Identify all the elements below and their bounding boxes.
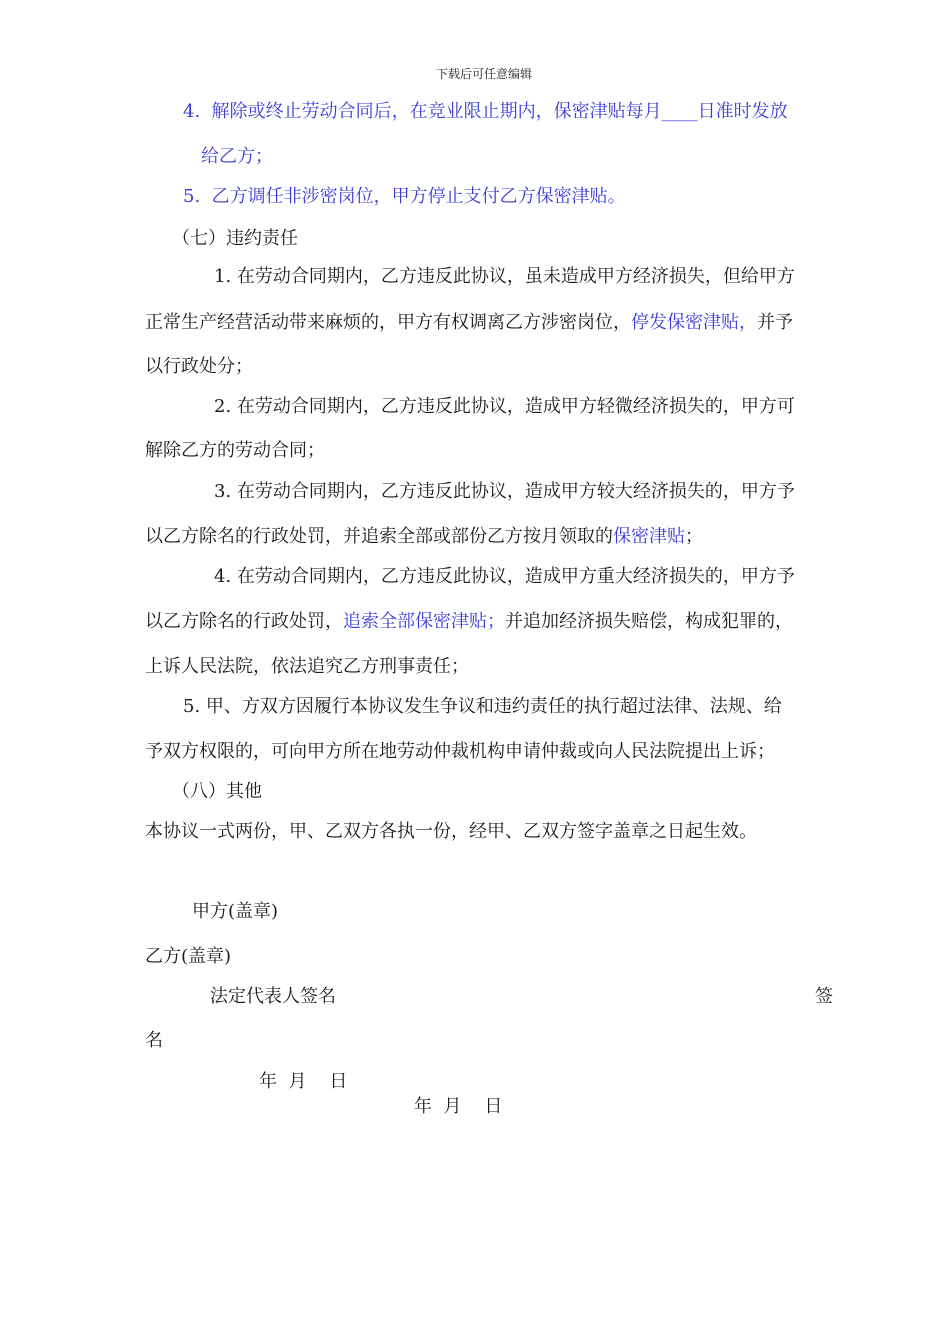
clause-3-line-1: 3. 在劳动合同期内，乙方违反此协议，造成甲方较大经济损失的，甲方予 bbox=[214, 481, 795, 502]
clause-4-line-3: 上诉人民法院，依法追究乙方刑事责任； bbox=[145, 656, 469, 677]
clause-2-line-2: 解除乙方的劳动合同； bbox=[145, 440, 325, 461]
clause-1-line-3: 以行政处分； bbox=[145, 356, 253, 377]
highlight-text: 停发保密津贴， bbox=[631, 312, 757, 333]
clause-4-line-2: 以乙方除名的行政处罚，追索全部保密津贴；并追加经济损失赔偿，构成犯罪的， bbox=[145, 611, 793, 632]
highlight-text: 追索全部保密津贴； bbox=[343, 611, 505, 632]
clause-1-line-2: 正常生产经营活动带来麻烦的，甲方有权调离乙方涉密岗位，停发保密津贴，并予 bbox=[145, 312, 793, 333]
clause-4-line-1: 4. 在劳动合同期内，乙方违反此协议，造成甲方重大经济损失的，甲方予 bbox=[214, 566, 795, 587]
list-number: 5. bbox=[183, 186, 201, 207]
date-line-b: 年 月 日 bbox=[414, 1096, 503, 1117]
section-heading-8: （八）其他 bbox=[172, 781, 262, 802]
party-b-seal: 乙方(盖章) bbox=[145, 946, 232, 967]
section-heading-7: （七）违约责任 bbox=[172, 228, 298, 249]
sign-label-char-1: 签 bbox=[815, 986, 833, 1007]
highlight-text: 保密津贴 bbox=[613, 526, 685, 547]
list-text: 乙方调任非涉密岗位，甲方停止支付乙方保密津贴。 bbox=[211, 186, 626, 207]
clause-3-line-2: 以乙方除名的行政处罚，并追索全部或部份乙方按月领取的保密津贴； bbox=[145, 526, 703, 547]
clause-2-line-1: 2. 在劳动合同期内，乙方违反此协议，造成甲方轻微经济损失的，甲方可 bbox=[214, 396, 795, 417]
date-line-a: 年 月 日 bbox=[259, 1071, 348, 1092]
list-text: 解除或终止劳动合同后，在竞业限止期内，保密津贴每月____日准时发放 bbox=[211, 101, 788, 122]
list-item-4-cont: 给乙方； bbox=[201, 146, 273, 167]
party-a-seal: 甲方(盖章) bbox=[192, 901, 279, 922]
list-number: 4. bbox=[183, 101, 201, 122]
clause-1-line-1: 1. 在劳动合同期内，乙方违反此协议，虽未造成甲方经济损失，但给甲方 bbox=[214, 266, 795, 287]
list-item-4 bbox=[183, 103, 788, 121]
list-item-5 bbox=[183, 188, 626, 206]
sign-label-char-2: 名 bbox=[145, 1030, 163, 1051]
clause-5-line-1: 5. 甲、方双方因履行本协议发生争议和违约责任的执行超过法律、法规、给 bbox=[183, 696, 782, 717]
section-8-body: 本协议一式两份，甲、乙双方各执一份，经甲、乙双方签字盖章之日起生效。 bbox=[145, 821, 757, 842]
page-header: 下载后可任意编辑 bbox=[436, 67, 533, 81]
legal-rep-signature: 法定代表人签名 bbox=[210, 986, 336, 1007]
clause-5-line-2: 予双方权限的，可向甲方所在地劳动仲裁机构申请仲裁或向人民法院提出上诉； bbox=[145, 741, 775, 762]
